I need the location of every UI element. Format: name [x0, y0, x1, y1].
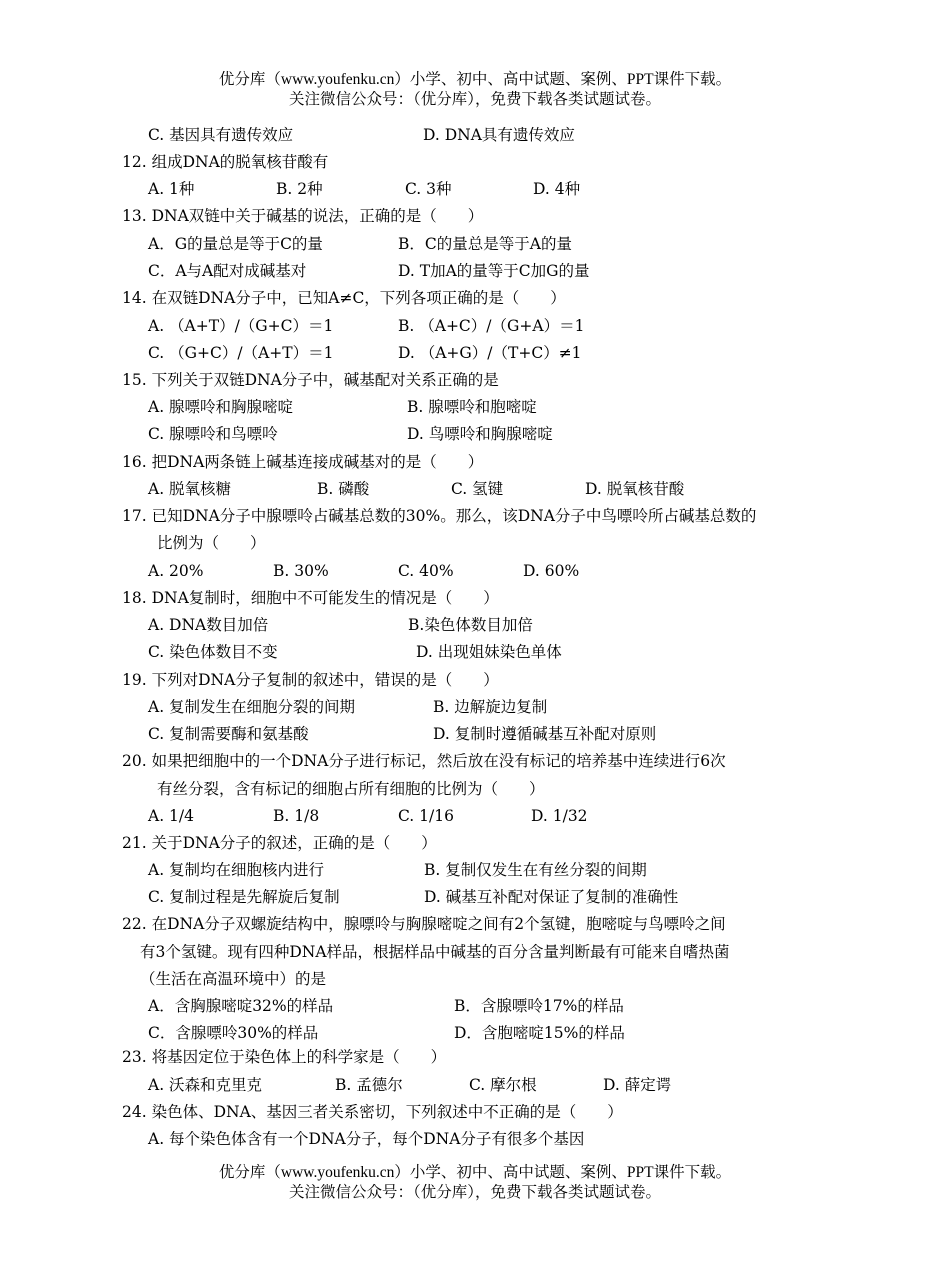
option-b[interactable]: B. 1/8: [273, 807, 320, 825]
option-c[interactable]: C. 复制需要酶和氨基酸: [148, 725, 309, 743]
question-17-stem: 17. 已知DNA分子中腺嘌呤占碱基总数的30%。那么，该DNA分子中鸟嘌呤所占碱基总数的: [122, 507, 757, 525]
option-b[interactable]: B. 磷酸: [317, 480, 370, 498]
option-a[interactable]: A. 脱氧核糖: [148, 480, 232, 498]
option-c[interactable]: C. 40%: [398, 562, 454, 580]
option-d[interactable]: D. 脱氧核苷酸: [585, 480, 685, 498]
option-c[interactable]: C. 腺嘌呤和鸟嘌呤: [148, 425, 278, 443]
option-a[interactable]: A. 20%: [148, 562, 204, 580]
option-d[interactable]: D. 复制时遵循碱基互补配对原则: [433, 725, 657, 743]
question-14-stem: 14. 在双链DNA分子中，已知A≠C，下列各项正确的是（ ）: [122, 289, 566, 307]
option-b[interactable]: B. 复制仅发生在有丝分裂的间期: [424, 861, 647, 879]
option-d[interactable]: D. 碱基互补配对保证了复制的准确性: [424, 888, 679, 906]
option-b[interactable]: B. 腺嘌呤和胞嘧啶: [407, 398, 537, 416]
page-header-line-2: 关注微信公众号：（优分库），免费下载各类试题试卷。: [288, 91, 661, 108]
option-d[interactable]: D. T加A的量等于C加G的量: [398, 262, 590, 280]
option-d[interactable]: D. （A+G）/（T+C）≠1: [398, 344, 582, 362]
question-23-stem: 23. 将基因定位于染色体上的科学家是（ ）: [122, 1048, 447, 1066]
option-d[interactable]: D. 60%: [523, 562, 580, 580]
page-footer-line-2: 关注微信公众号：（优分库），免费下载各类试题试卷。: [288, 1184, 661, 1201]
option-c[interactable]: C. 复制过程是先解旋后复制: [148, 888, 340, 906]
option-c[interactable]: C. 3种: [405, 180, 452, 198]
option-a[interactable]: A. 腺嘌呤和胸腺嘧啶: [148, 398, 294, 416]
question-13-stem: 13. DNA双链中关于碱基的说法，正确的是（ ）: [122, 207, 484, 225]
question-18-stem: 18. DNA复制时，细胞中不可能发生的情况是（ ）: [122, 589, 499, 607]
question-15-stem: 15. 下列关于双链DNA分子中，碱基配对关系正确的是: [122, 371, 499, 389]
option-d[interactable]: D. DNA具有遗传效应: [423, 126, 575, 144]
option-b[interactable]: B．含腺嘌呤17%的样品: [454, 997, 624, 1015]
option-c[interactable]: C. 摩尔根: [469, 1076, 537, 1094]
page-footer-line-1: 优分库（www.youfenku.cn）小学、初中、高中试题、案例、PPT课件下载。: [218, 1164, 732, 1181]
question-19-stem: 19. 下列对DNA分子复制的叙述中，错误的是（ ）: [122, 671, 499, 689]
option-d[interactable]: D. 出现姐妹染色单体: [416, 643, 562, 661]
page-header-line-1: 优分库（www.youfenku.cn）小学、初中、高中试题、案例、PPT课件下载。: [218, 71, 732, 88]
option-a[interactable]: A. 1种: [148, 180, 195, 198]
option-a[interactable]: A. 复制均在细胞核内进行: [148, 861, 325, 879]
option-a[interactable]: A. （A+T）/（G+C）＝1: [148, 317, 334, 335]
question-17-stem-cont: 比例为（ ）: [157, 534, 266, 552]
option-d[interactable]: D. 鸟嘌呤和胸腺嘧啶: [407, 425, 553, 443]
option-a[interactable]: A. 沃森和克里克: [148, 1076, 263, 1094]
option-d[interactable]: D. 薛定谔: [603, 1076, 672, 1094]
question-24-stem: 24. 染色体、DNA、基因三者关系密切，下列叙述中不正确的是（ ）: [122, 1103, 623, 1121]
question-21-stem: 21. 关于DNA分子的叙述，正确的是（ ）: [122, 834, 437, 852]
option-b[interactable]: B. （A+C）/（G+A）＝1: [398, 317, 585, 335]
option-c[interactable]: C. 1/16: [398, 807, 454, 825]
option-b[interactable]: B.染色体数目加倍: [408, 616, 533, 634]
option-d[interactable]: D. 4种: [533, 180, 581, 198]
option-b[interactable]: B．C的量总是等于A的量: [398, 235, 572, 253]
option-a[interactable]: A. 复制发生在细胞分裂的间期: [148, 698, 356, 716]
question-22-stem-cont: 有3个氢键。现有四种DNA样品，根据样品中碱基的百分含量判断最有可能来自嗜热菌: [140, 943, 730, 961]
option-b[interactable]: B. 孟德尔: [335, 1076, 403, 1094]
option-a[interactable]: A．含胸腺嘧啶32%的样品: [148, 997, 334, 1015]
question-20-stem: 20. 如果把细胞中的一个DNA分子进行标记，然后放在没有标记的培养基中连续进行6次: [122, 752, 726, 770]
option-a[interactable]: A．G的量总是等于C的量: [148, 235, 323, 253]
option-b[interactable]: B. 2种: [276, 180, 323, 198]
option-c[interactable]: C．含腺嘌呤30%的样品: [148, 1024, 319, 1042]
question-20-stem-cont: 有丝分裂，含有标记的细胞占所有细胞的比例为（ ）: [157, 780, 545, 798]
option-b[interactable]: B. 30%: [273, 562, 329, 580]
option-c[interactable]: C. 氢键: [451, 480, 504, 498]
option-d[interactable]: D．含胞嘧啶15%的样品: [454, 1024, 625, 1042]
question-22-stem-cont-2: （生活在高温环境中）的是: [140, 970, 327, 988]
option-d[interactable]: D. 1/32: [531, 807, 588, 825]
option-c[interactable]: C. 染色体数目不变: [148, 643, 278, 661]
question-12-stem: 12. 组成DNA的脱氧核苷酸有: [122, 153, 329, 171]
option-c[interactable]: C．A与A配对成碱基对: [148, 262, 307, 280]
question-22-stem: 22. 在DNA分子双螺旋结构中，腺嘌呤与胸腺嘧啶之间有2个氢键，胞嘧啶与鸟嘌呤之间: [122, 915, 726, 933]
option-a[interactable]: A. 每个染色体含有一个DNA分子，每个DNA分子有很多个基因: [148, 1130, 585, 1148]
option-c[interactable]: C. 基因具有遗传效应: [148, 126, 294, 144]
option-c[interactable]: C. （G+C）/（A+T）＝1: [148, 344, 334, 362]
option-a[interactable]: A. 1/4: [148, 807, 194, 825]
option-a[interactable]: A. DNA数目加倍: [148, 616, 269, 634]
question-16-stem: 16. 把DNA两条链上碱基连接成碱基对的是（ ）: [122, 453, 484, 471]
option-b[interactable]: B. 边解旋边复制: [433, 698, 548, 716]
